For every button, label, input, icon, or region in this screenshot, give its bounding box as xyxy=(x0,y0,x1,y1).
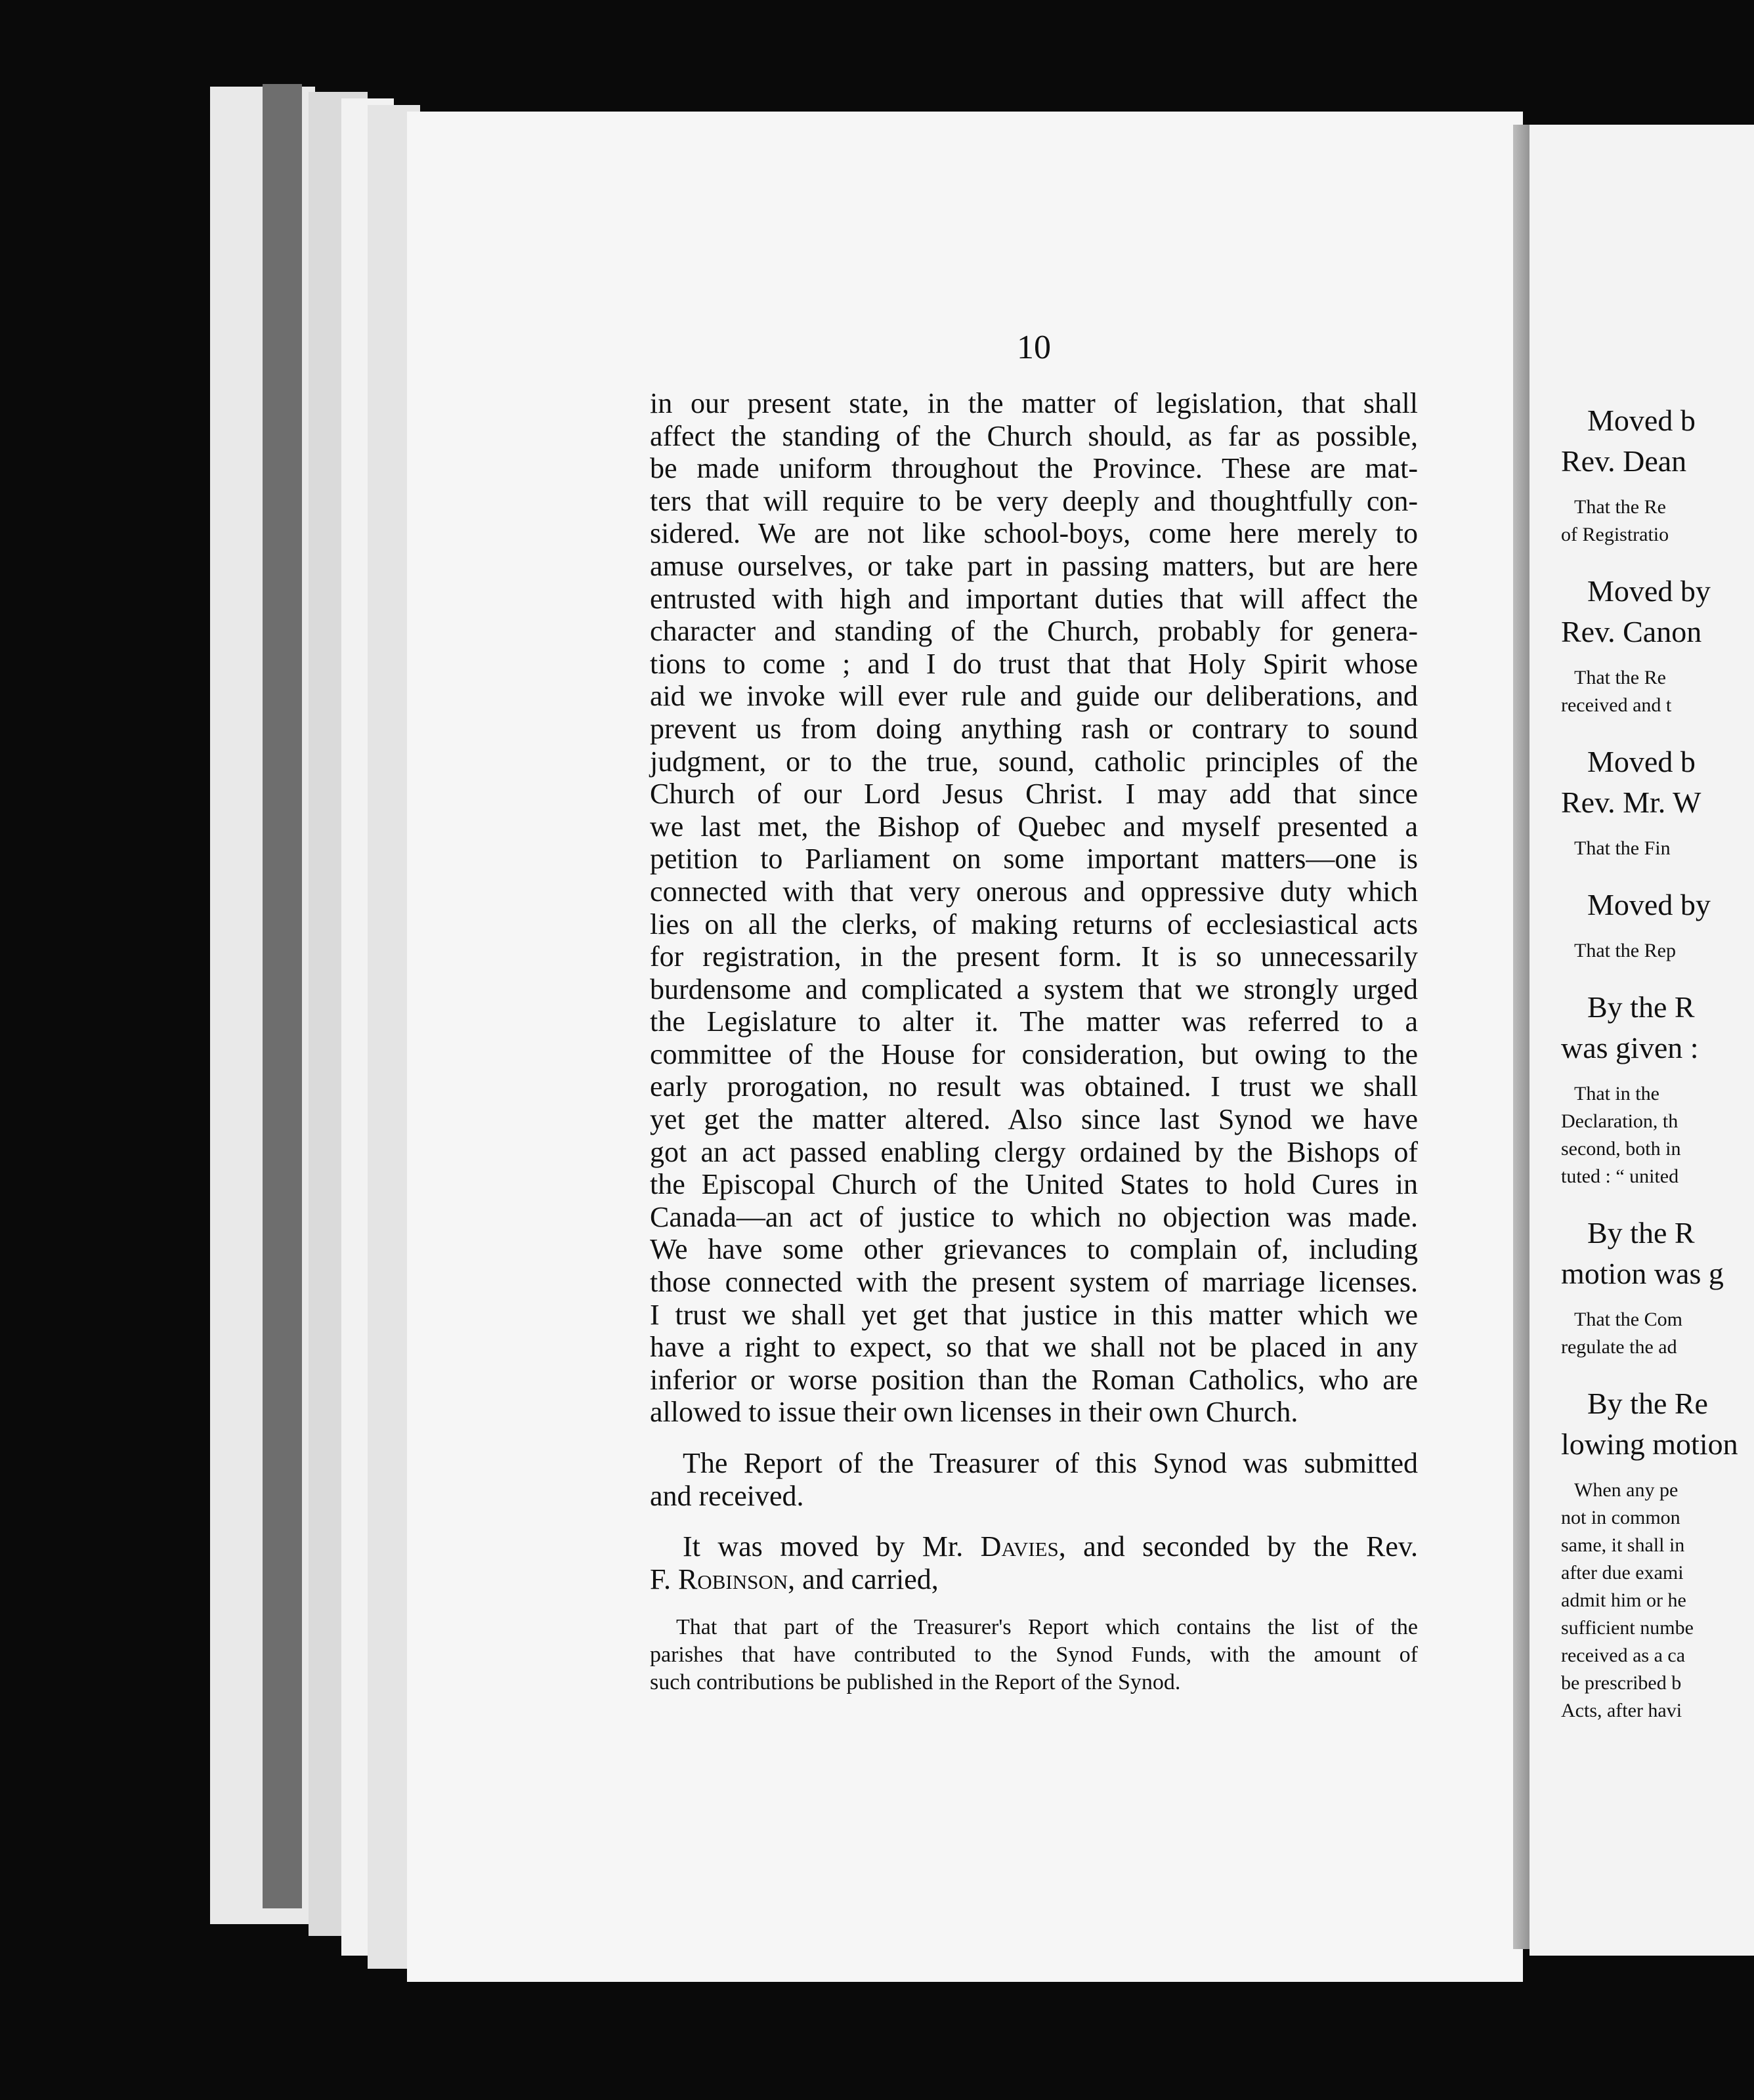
text-line: be made uniform throughout the Province. These are mat- xyxy=(650,452,1418,485)
right-page-fragment: By the R xyxy=(1587,990,1695,1024)
right-page-fragment: That the Fin xyxy=(1574,837,1671,859)
right-page-fragment: admit him or he xyxy=(1561,1589,1686,1611)
name-robinson: Robinson xyxy=(677,1563,788,1595)
book-cover-edge xyxy=(263,84,302,1908)
right-page-fragment: Moved b xyxy=(1587,404,1696,437)
text-line: That that part of the Treasurer's Report which contains the list of the xyxy=(676,1615,1418,1640)
paragraph-motion-davies xyxy=(650,1530,1418,1595)
right-page-fragment: regulate the ad xyxy=(1561,1336,1677,1358)
right-page xyxy=(1529,125,1754,1956)
right-page-fragment: after due exami xyxy=(1561,1562,1684,1584)
page-number: 10 xyxy=(1017,329,1051,366)
text-line: the Legislature to alter it. The matter was referred to a xyxy=(650,1005,1418,1038)
spacer xyxy=(1561,549,1754,571)
spacer xyxy=(1561,823,1754,835)
right-page-fragment: lowing motion xyxy=(1561,1427,1738,1461)
spacer xyxy=(1561,1361,1754,1383)
text-line: inferior or worse position than the Roman Catholics, who are xyxy=(650,1363,1418,1396)
spacer xyxy=(1561,925,1754,937)
paragraph-bishops-address xyxy=(650,387,1418,1429)
right-page-fragment: second, both in xyxy=(1561,1138,1681,1160)
text-line: and received. xyxy=(650,1479,804,1512)
text-line: in our present state, in the matter of legislation, that shall xyxy=(650,387,1418,419)
text-line: Church of our Lord Jesus Christ. I may add that since xyxy=(650,778,1418,810)
text-line: aid we invoke will ever rule and guide our deliberations, and xyxy=(650,680,1418,713)
right-page-fragment: That the Com xyxy=(1574,1309,1682,1330)
name-davies: Davies xyxy=(980,1530,1059,1563)
text-line: such contributions be published in the Report of the Synod. xyxy=(650,1670,1181,1695)
text-line: the Episcopal Church of the United States to hold Cures in xyxy=(650,1168,1418,1201)
paragraph-treasurer-report xyxy=(650,1447,1418,1512)
right-page-fragment: tuted : “ united xyxy=(1561,1166,1679,1187)
text-line: F. Robinson, and carried, xyxy=(650,1563,939,1595)
right-page-fragment: Moved by xyxy=(1587,888,1711,921)
right-page-fragment: received and t xyxy=(1561,694,1672,716)
right-page-fragment: Rev. Canon xyxy=(1561,615,1702,648)
spacer xyxy=(1561,1465,1754,1477)
text-line: parishes that have contributed to the Synod Funds, with the amount of xyxy=(650,1643,1418,1668)
spacer xyxy=(1561,1190,1754,1213)
text-line: The Report of the Treasurer of this Synod was submitted xyxy=(683,1447,1418,1479)
right-page-fragment: By the R xyxy=(1587,1216,1695,1250)
text-line: ters that will require to be very deeply and thoughtfully con- xyxy=(650,484,1418,517)
spacer xyxy=(1561,965,1754,987)
text-line: yet get the matter altered. Also since last Synod we have xyxy=(650,1103,1418,1136)
resolution-text xyxy=(650,1614,1418,1696)
text-line: We have some other grievances to complain of, including xyxy=(650,1233,1418,1266)
text-line: connected with that very onerous and oppressive duty which xyxy=(650,875,1418,908)
right-page-fragment: sufficient numbe xyxy=(1561,1617,1694,1639)
text-line: have a right to expect, so that we shall not be placed in any xyxy=(650,1331,1418,1364)
text-line: amuse ourselves, or take part in passing matters, but are here xyxy=(650,549,1418,582)
text-line: those connected with the present system of marriage licenses. xyxy=(650,1266,1418,1299)
text-line: judgment, or to the true, sound, catholic principles of the xyxy=(650,745,1418,778)
left-page-text xyxy=(650,387,1418,1696)
spacer xyxy=(1561,652,1754,664)
right-page-fragment: same, it shall in xyxy=(1561,1534,1685,1556)
text-line: lies on all the clerks, of making returns of ecclesiastical acts xyxy=(650,908,1418,940)
right-page-fragment: motion was g xyxy=(1561,1257,1724,1290)
text-line: for registration, in the present form. It is so unnecessarily xyxy=(650,940,1418,973)
right-page-fragment: By the Re xyxy=(1587,1387,1708,1420)
text-line: character and standing of the Church, probably for genera- xyxy=(650,615,1418,648)
right-page-fragment: Acts, after havi xyxy=(1561,1700,1682,1721)
right-page-fragment: not in common xyxy=(1561,1507,1680,1528)
right-page-fragment: That in the xyxy=(1574,1083,1659,1104)
text-line: got an act passed enabling clergy ordained by the Bishops of xyxy=(650,1135,1418,1168)
right-page-fragment: Rev. Mr. W xyxy=(1561,786,1701,819)
text-line: early prorogation, no result was obtained. I trust we shall xyxy=(650,1070,1418,1103)
spacer xyxy=(1561,862,1754,885)
right-page-fragment: received as a ca xyxy=(1561,1645,1686,1666)
right-page-fragment: Moved by xyxy=(1587,574,1711,608)
right-page-fragment: When any pe xyxy=(1574,1479,1679,1501)
text-line: I trust we shall yet get that justice in this matter which we xyxy=(650,1298,1418,1331)
spacer xyxy=(1561,719,1754,742)
right-page-fragment: Declaration, th xyxy=(1561,1110,1679,1132)
text-line: we last met, the Bishop of Quebec and myself presented a xyxy=(650,810,1418,843)
text-line: Canada—an act of justice to which no objection was made. xyxy=(650,1200,1418,1233)
text-line: burdensome and complicated a system that we strongly urged xyxy=(650,973,1418,1005)
right-page-fragment: was given : xyxy=(1561,1031,1699,1064)
right-page-fragment: Rev. Dean xyxy=(1561,444,1687,478)
spacer xyxy=(1561,482,1754,494)
right-page-fragment: That the Re xyxy=(1574,667,1666,688)
right-page-fragment: That the Rep xyxy=(1574,940,1676,961)
spacer xyxy=(1561,1294,1754,1306)
right-page-fragment: That the Re xyxy=(1574,496,1666,518)
text-line: prevent us from doing anything rash or contrary to sound xyxy=(650,712,1418,745)
right-page-fragments xyxy=(1561,400,1754,1725)
text-line: petition to Parliament on some important matters—one is xyxy=(650,843,1418,875)
text-line: tions to come ; and I do trust that that Holy Spirit whose xyxy=(650,647,1418,680)
right-page-fragment: of Registratio xyxy=(1561,524,1669,545)
text-line: allowed to issue their own licenses in their own Church. xyxy=(650,1396,1298,1429)
text-line: It was moved by Mr. Davies, and seconded by the Rev. xyxy=(683,1530,1419,1563)
spacer xyxy=(1561,1068,1754,1080)
right-page-fragment: Moved b xyxy=(1587,745,1696,778)
text-line: affect the standing of the Church should, as far as possible, xyxy=(650,419,1418,452)
text-line: sidered. We are not like school-boys, come here merely to xyxy=(650,517,1418,550)
text-line: committee of the House for consideration, but owing to the xyxy=(650,1038,1418,1070)
right-page-fragment: be prescribed b xyxy=(1561,1672,1682,1694)
text-line: entrusted with high and important duties that will affect the xyxy=(650,582,1418,615)
